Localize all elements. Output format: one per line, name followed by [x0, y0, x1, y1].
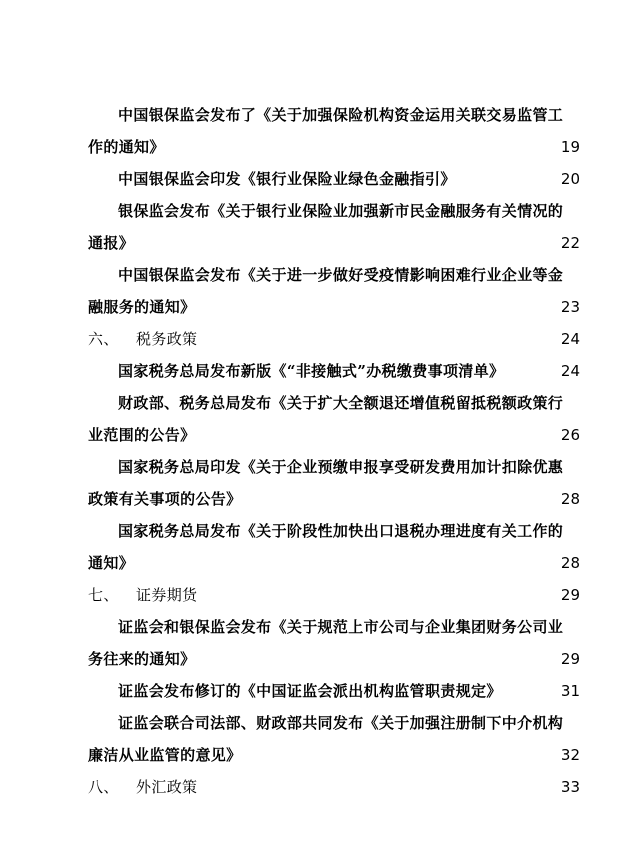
- section-number: 七、: [88, 586, 119, 604]
- toc-entry-text: 中国银保监会印发《银行业保险业绿色金融指引》: [118, 170, 456, 188]
- page-number: 22: [560, 234, 580, 252]
- toc-entry-line: [88, 387, 580, 419]
- section-title: 证券期货: [136, 586, 198, 604]
- page-number: 28: [560, 554, 580, 572]
- toc-entry-text: 业范围的公告》: [88, 426, 196, 444]
- toc-entry-text: 政策有关事项的公告》: [88, 490, 242, 508]
- toc-entry-text: 廉洁从业监管的意见》: [88, 746, 242, 764]
- page-number: 33: [560, 778, 580, 796]
- toc-entry-text: 务往来的通知》: [88, 650, 196, 668]
- page-number: 28: [560, 490, 580, 508]
- toc-entry-line: [88, 259, 580, 291]
- toc-entry-text: 融服务的通知》: [88, 298, 196, 316]
- toc-entry-line: [88, 675, 580, 707]
- toc-entry-line: [88, 99, 580, 131]
- toc-entry-line: [88, 355, 580, 387]
- toc-entry-line: [88, 611, 580, 643]
- page-number: 23: [560, 298, 580, 316]
- page-number: 19: [560, 138, 580, 156]
- toc-entry-text: 国家税务总局印发《关于企业预缴申报享受研发费用加计扣除优惠: [118, 458, 564, 476]
- toc-section-heading[interactable]: [88, 323, 580, 355]
- section-title: 税务政策: [136, 330, 198, 348]
- toc-entry-text: 银保监会发布《关于银行业保险业加强新市民金融服务有关情况的: [118, 202, 564, 220]
- toc-entry-text: 国家税务总局发布《关于阶段性加快出口退税办理进度有关工作的: [118, 522, 564, 540]
- section-title: 外汇政策: [136, 778, 198, 796]
- page-number: 26: [560, 426, 580, 444]
- toc-entry[interactable]: [88, 451, 580, 515]
- toc-entry[interactable]: [88, 355, 580, 387]
- page-number: 31: [560, 682, 580, 700]
- toc-entry-text: 财政部、税务总局发布《关于扩大全额退还增值税留抵税额政策行: [118, 394, 564, 412]
- toc-entry[interactable]: [88, 675, 580, 707]
- toc-entry-line: [88, 643, 580, 675]
- toc-entry-line: [88, 163, 580, 195]
- page-number: 24: [560, 362, 580, 380]
- section-number: 六、: [88, 330, 119, 348]
- toc-entry[interactable]: [88, 611, 580, 675]
- toc-entry-line: [88, 451, 580, 483]
- toc-entry-line: [88, 131, 580, 163]
- toc-entry-line: [88, 515, 580, 547]
- toc-entry-text: 国家税务总局发布新版《“非接触式”办税缴费事项清单》: [118, 362, 505, 380]
- toc-entry-line: [88, 707, 580, 739]
- toc-section-heading[interactable]: [88, 579, 580, 611]
- page-number: 29: [560, 650, 580, 668]
- toc-entry-line: [88, 547, 580, 579]
- toc-entry-text: 通知》: [88, 554, 135, 572]
- toc-entry-text: 通报》: [88, 234, 135, 252]
- toc-entry[interactable]: [88, 387, 580, 451]
- toc-entry-line: [88, 739, 580, 771]
- toc-entry-text: 证监会和银保监会发布《关于规范上市公司与企业集团财务公司业: [118, 618, 564, 636]
- toc-entry-line: [88, 227, 580, 259]
- toc-entry-text: 证监会发布修订的《中国证监会派出机构监管职责规定》: [118, 682, 502, 700]
- toc-entry[interactable]: [88, 259, 580, 323]
- toc-section-heading[interactable]: [88, 771, 580, 803]
- toc-entry-line: [88, 419, 580, 451]
- page-number: 20: [560, 170, 580, 188]
- toc-entry[interactable]: [88, 707, 580, 771]
- page-number: 24: [560, 330, 580, 348]
- toc-entry[interactable]: [88, 163, 580, 195]
- toc-entry[interactable]: [88, 515, 580, 579]
- page-number: 32: [560, 746, 580, 764]
- toc-entry-line: [88, 483, 580, 515]
- toc-entry-text: 证监会联合司法部、财政部共同发布《关于加强注册制下中介机构: [118, 714, 564, 732]
- page-number: 29: [560, 586, 580, 604]
- toc-entry-line: [88, 291, 580, 323]
- toc-entry-text: 中国银保监会发布《关于进一步做好受疫情影响困难行业企业等金: [118, 266, 564, 284]
- toc-entry-text: 作的通知》: [88, 138, 165, 156]
- toc-entry-text: 中国银保监会发布了《关于加强保险机构资金运用关联交易监管工: [118, 106, 564, 124]
- toc-entry[interactable]: [88, 99, 580, 163]
- section-number: 八、: [88, 778, 119, 796]
- toc-entry-line: [88, 195, 580, 227]
- toc-entry[interactable]: [88, 195, 580, 259]
